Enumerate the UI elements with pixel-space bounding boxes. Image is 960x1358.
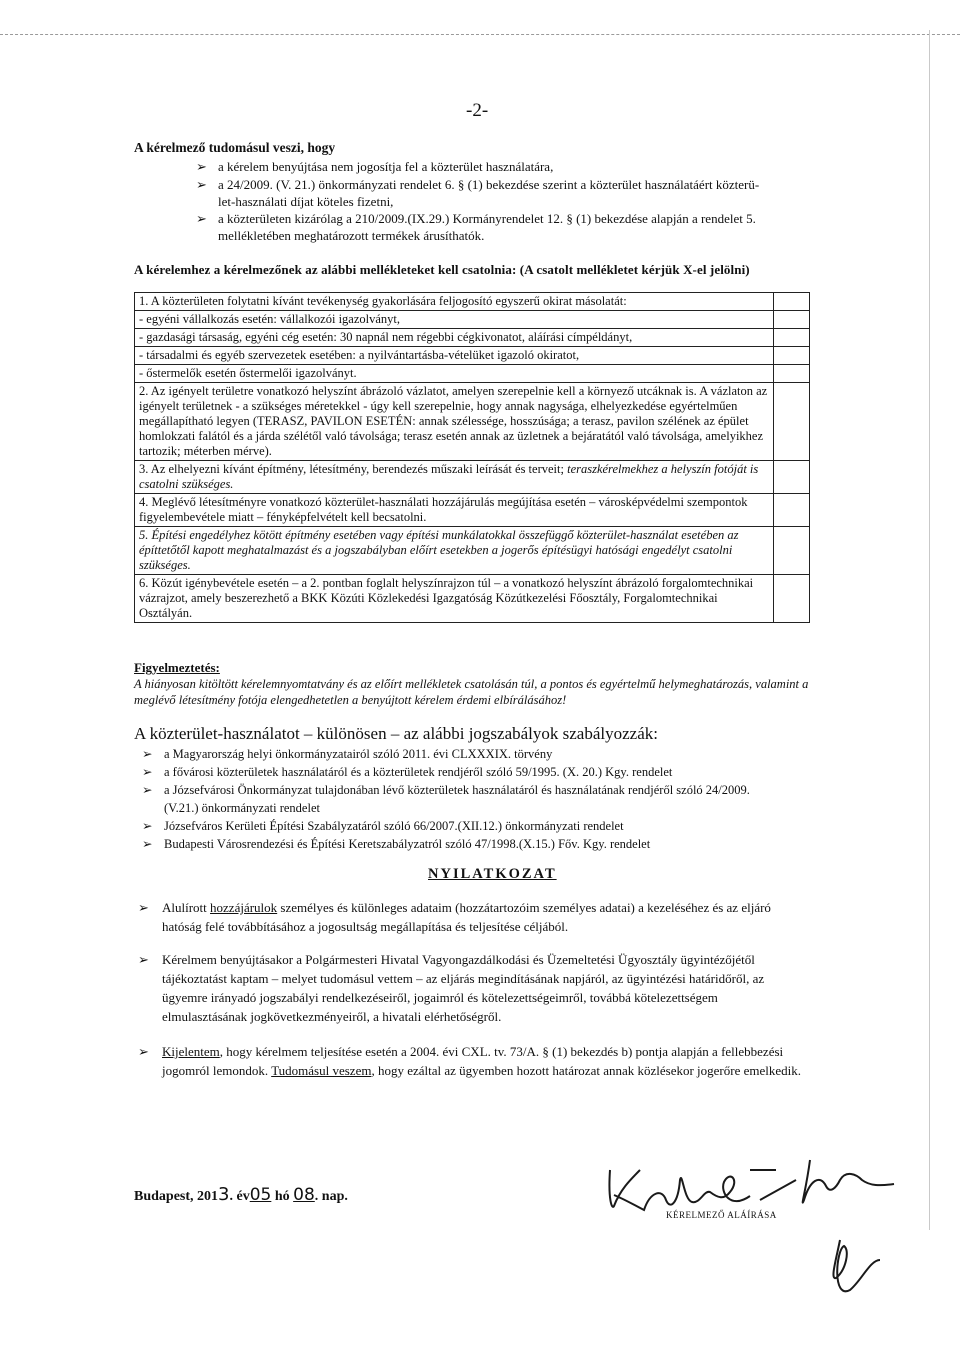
checkbox-cell[interactable]: [773, 383, 809, 461]
table-row: 6. Közút igénybevétele esetén – a 2. pontban foglalt helyszínrajzon túl – a vonatkozó helyszínt ábrázoló forgalomtechnikai vázrajzot, amely beszerezhető a BKK Közúti Közlekedési Igazgatóság Közútkezelési Főosztály, Forgalomtechnikai Osztályán.: [135, 575, 810, 623]
ack-item: ➢ a 24/2009. (V. 21.) önkormányzati rendelet 6. § (1) bekezdése szerint a közterület használatáért közterü- let-használati díjat köteles fizetni,: [196, 177, 760, 209]
scan-right-edge: [929, 30, 930, 1230]
arrow-bullet-icon: ➢: [138, 900, 149, 915]
table-row: 5. Építési engedélyhez kötött építmény esetében vagy építési munkálatokkal összefüggő közterület-használat esetében az építtetőtől kapott meghatalmazást és a jogszabályban előírt esetekben a jogerős építésügyi hatósági engedélyt csatolni szükséges.: [135, 527, 810, 575]
arrow-bullet-icon: ➢: [142, 837, 153, 851]
ack-item: ➢ a kérelem benyújtása nem jogosítja fel a közterület használatára,: [196, 159, 554, 174]
table-row: 2. Az igényelt területre vonatkozó helyszínt ábrázoló vázlatot, amelyen szerepelnie kell a környező utcáknak is. A vázlaton az igényelt területnek - a szükséges méretekkel - úgy kell szerepelnie, hogy annak nagysága, elhelyezkedése egyértelműen megállapítható legyen (TERASZ, PAVILON ESETÉN: annak szélessége, hosszúsága; a terasz, pavilon szélének az épület homlokzati falától és a járda szélétől való távolsága; terasz esetén annak az üzletnek a bejáratától való távolsága, amelyikhez tartozik; méterben mérve).: [135, 383, 810, 461]
ack-title: A kérelmező tudomásul veszi, hogy: [134, 140, 336, 155]
table-row: 3. Az elhelyezni kívánt építmény, létesítmény, berendezés műszaki leírását és terveit; teraszkérelmekhez a helyszín fotóját is csatolni szükséges.: [135, 461, 810, 494]
ack-item: ➢ a közterületen kizárólag a 210/2009.(IX.29.) Kormányrendelet 12. § (1) bekezdése alapján a rendelet 5. mellékletében meghatározott termékek árusíthatók.: [196, 211, 756, 243]
checkbox-cell[interactable]: [773, 527, 809, 575]
law-item-continued: (V.21.) önkormányzati rendelet: [164, 801, 320, 815]
law-item: ➢ a Józsefvárosi Önkormányzat tulajdonában lévő közterületek használatáról és használatának rendjéről szóló 24/2009.: [142, 783, 750, 797]
table-row: - őstermelők esetén őstermelői igazolványt.: [135, 365, 810, 383]
handwritten-signature: [600, 1140, 900, 1320]
law-item: ➢ Józsefváros Kerületi Építési Szabályzatáról szóló 66/2007.(XII.12.) önkormányzati rendelet: [142, 819, 624, 833]
table-row: - egyéni vállalkozás esetén: vállalkozói igazolványt,: [135, 311, 810, 329]
checkbox-cell[interactable]: [773, 311, 809, 329]
arrow-bullet-icon: ➢: [142, 783, 153, 797]
checkbox-cell[interactable]: [773, 347, 809, 365]
warning-title: Figyelmeztetés:: [134, 660, 220, 675]
checkbox-cell[interactable]: [773, 494, 809, 527]
checkbox-cell[interactable]: [773, 293, 809, 311]
attachments-table: [134, 292, 810, 623]
arrow-bullet-icon: ➢: [196, 177, 207, 192]
declaration-item: ➢ Kijelentem, hogy kérelmem teljesítése esetén a 2004. évi CXL. tv. 73/A. § (1) bekezdés b) pontja alapján a fellebbezési jogomról lemondok. Tudomásul veszem, hogy ezáltal az ügyemben hozott határozat annak közlésekor jogerőre emelkedik.: [138, 1044, 802, 1078]
declaration-item: ➢ Alulírott hozzájárulok személyes és különleges adataim (hozzátartozóim személyes adatai) a kezeléséhez és az eljáró hatóság felé továbbításához a jogosultság megállapítása és teljesítése céljából.: [138, 900, 771, 934]
arrow-bullet-icon: ➢: [138, 1044, 149, 1059]
law-item: ➢ a Magyarország helyi önkormányzatairól szóló 2011. évi CLXXXIX. törvény: [142, 747, 553, 761]
attachments-heading: A kérelemhez a kérelmezőnek az alábbi mellékleteket kell csatolnia: (A csatolt mellékletet kérjük X-el jelölni): [134, 262, 750, 277]
declaration-title: NYILATKOZAT: [428, 866, 557, 882]
arrow-bullet-icon: ➢: [142, 819, 153, 833]
declaration-item: ➢ Kérelmem benyújtásakor a Polgármesteri Hivatal Vagyongazdálkodási és Üzemeltetési Ügyosztály ügyintézőjétől tájékoztatást kaptam – melyet tudomásul vettem – az eljárás megindításának napjáról, az ügyintézési határidőről, az ügyemre irányadó jogszabályi rendelkezéseiről, jogaimról és kötelezettségeimről, továbbá kötelezettségem elmulasztásának jogkövetkezményeiről, a hivatali elérhetőségről.: [138, 952, 765, 1024]
warning-text: A hiányosan kitöltött kérelemnyomtatvány és az előírt mellékletek csatolásán túl, a pontos és egyértelmű helymeghatározás, valamint a meglévő létesítmény fotója elengedhetetlen a benyújtott kérelem érdemi elbírálásához!: [134, 677, 809, 707]
table-row: 4. Meglévő létesítményre vonatkozó közterület-használati hozzájárulás megújítása esetén – városképvédelmi szempontok figyelembevétele miatt – fényképfelvételt kell becsatolni.: [135, 494, 810, 527]
arrow-bullet-icon: ➢: [142, 765, 153, 779]
arrow-bullet-icon: ➢: [196, 211, 207, 226]
signature-label: KÉRELMEZŐ ALÁÍRÁSA: [666, 1210, 777, 1220]
table-row: 1. A közterületen folytatni kívánt tevékenység gyakorlására feljogosító egyszerű okirat másolatát:: [135, 293, 810, 311]
checkbox-cell[interactable]: [773, 329, 809, 347]
page-number: -2-: [466, 100, 489, 121]
date-line: Budapest, 2013. év05 hó 08. nap.: [134, 1184, 348, 1205]
table-row: - gazdasági társaság, egyéni cég esetén: 30 napnál nem régebbi cégkivonatot, aláírási címpéldányt,: [135, 329, 810, 347]
law-item: ➢ a fővárosi közterületek használatáról és a közterületek rendjéről szóló 59/1995. (X. 20.) Kgy. rendelet: [142, 765, 673, 779]
checkbox-cell[interactable]: [773, 575, 809, 623]
checkbox-cell[interactable]: [773, 365, 809, 383]
scan-top-border: [0, 34, 960, 35]
arrow-bullet-icon: ➢: [142, 747, 153, 761]
table-row: - társadalmi és egyéb szervezetek esetében: a nyilvántartásba-vételüket igazoló okiratot,: [135, 347, 810, 365]
law-item: ➢ Budapesti Városrendezési és Építési Keretszabályzatról szóló 47/1998.(X.15.) Főv. Kgy. rendelet: [142, 837, 651, 851]
checkbox-cell[interactable]: [773, 461, 809, 494]
arrow-bullet-icon: ➢: [138, 952, 149, 967]
arrow-bullet-icon: ➢: [196, 159, 207, 174]
laws-title: A közterület-használatot – különösen – az alábbi jogszabályok szabályozzák:: [134, 724, 658, 743]
